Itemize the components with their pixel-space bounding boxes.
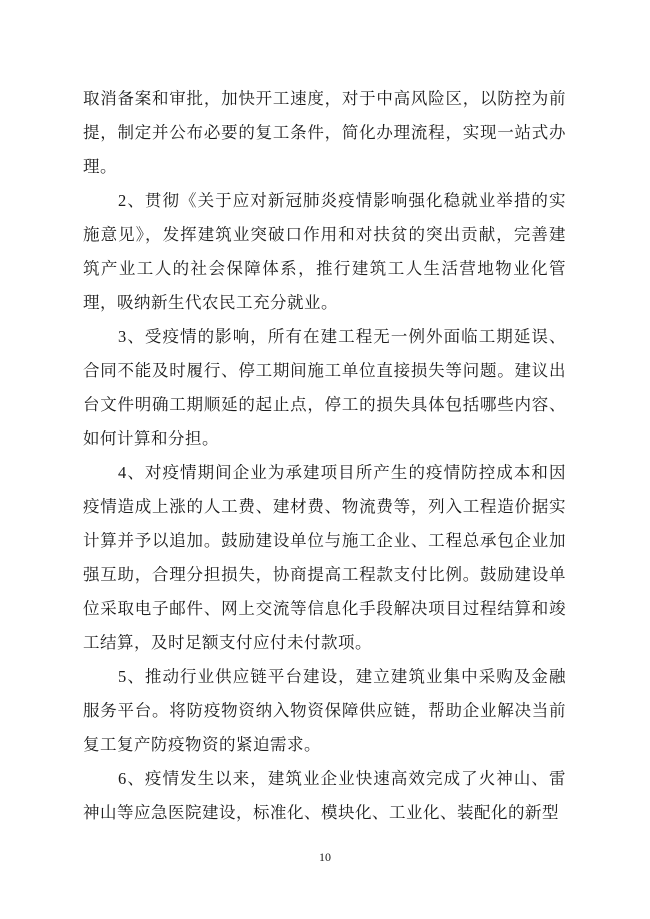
text-line: 位采取电子邮件、网上交流等信息化手段解决项目过程结算和竣 [83,599,566,618]
text-line: 台文件明确工期顺延的起止点，停工的损失具体包括哪些内容、 [83,395,566,414]
text-line: 计算并予以追加。鼓励建设单位与施工企业、工程总承包企业加 [83,531,566,550]
paragraph [83,82,566,184]
paragraph [83,660,566,762]
text-line: 施意见》，发挥建筑业突破口作用和对扶贫的突出贡献，完善建 [83,225,566,244]
text-line: 理。 [83,157,117,176]
text-line: 服务平台。将防疫物资纳入物资保障供应链，帮助企业解决当前 [83,701,566,720]
text-line: 复工复产防疫物资的紧迫需求。 [83,735,321,754]
text-line: 2、贯彻《关于应对新冠肺炎疫情影响强化稳就业举措的实 [118,191,566,210]
text-line: 强互助，合理分担损失，协商提高工程款支付比例。鼓励建设单 [83,565,566,584]
text-line: 5、推动行业供应链平台建设，建立建筑业集中采购及金融 [118,667,566,686]
page-number: 10 [319,850,331,864]
text-line: 6、疫情发生以来，建筑业企业快速高效完成了火神山、雷 [118,769,566,788]
text-line: 工结算，及时足额支付应付未付款项。 [83,633,372,652]
text-line: 合同不能及时履行、停工期间施工单位直接损失等问题。建议出 [83,361,566,380]
paragraph [83,320,566,456]
text-line: 如何计算和分担。 [83,429,219,448]
text-line: 提，制定并公布必要的复工条件，简化办理流程，实现一站式办 [83,123,566,142]
text-line: 3、受疫情的影响，所有在建工程无一例外面临工期延误、 [118,327,566,346]
paragraph [83,762,566,830]
text-line: 取消备案和审批，加快开工速度，对于中高风险区，以防控为前 [83,89,566,108]
document-body [83,82,566,830]
paragraph [83,184,566,320]
text-line: 神山等应急医院建设，标准化、模块化、工业化、装配化的新型 [83,803,559,822]
text-line: 理，吸纳新生代农民工充分就业。 [83,293,338,312]
text-line: 筑产业工人的社会保障体系，推行建筑工人生活营地物业化管 [83,259,566,278]
text-line: 疫情造成上涨的人工费、建材费、物流费等，列入工程造价据实 [83,497,566,516]
paragraph [83,456,566,660]
text-line: 4、对疫情期间企业为承建项目所产生的疫情防控成本和因 [118,463,566,482]
